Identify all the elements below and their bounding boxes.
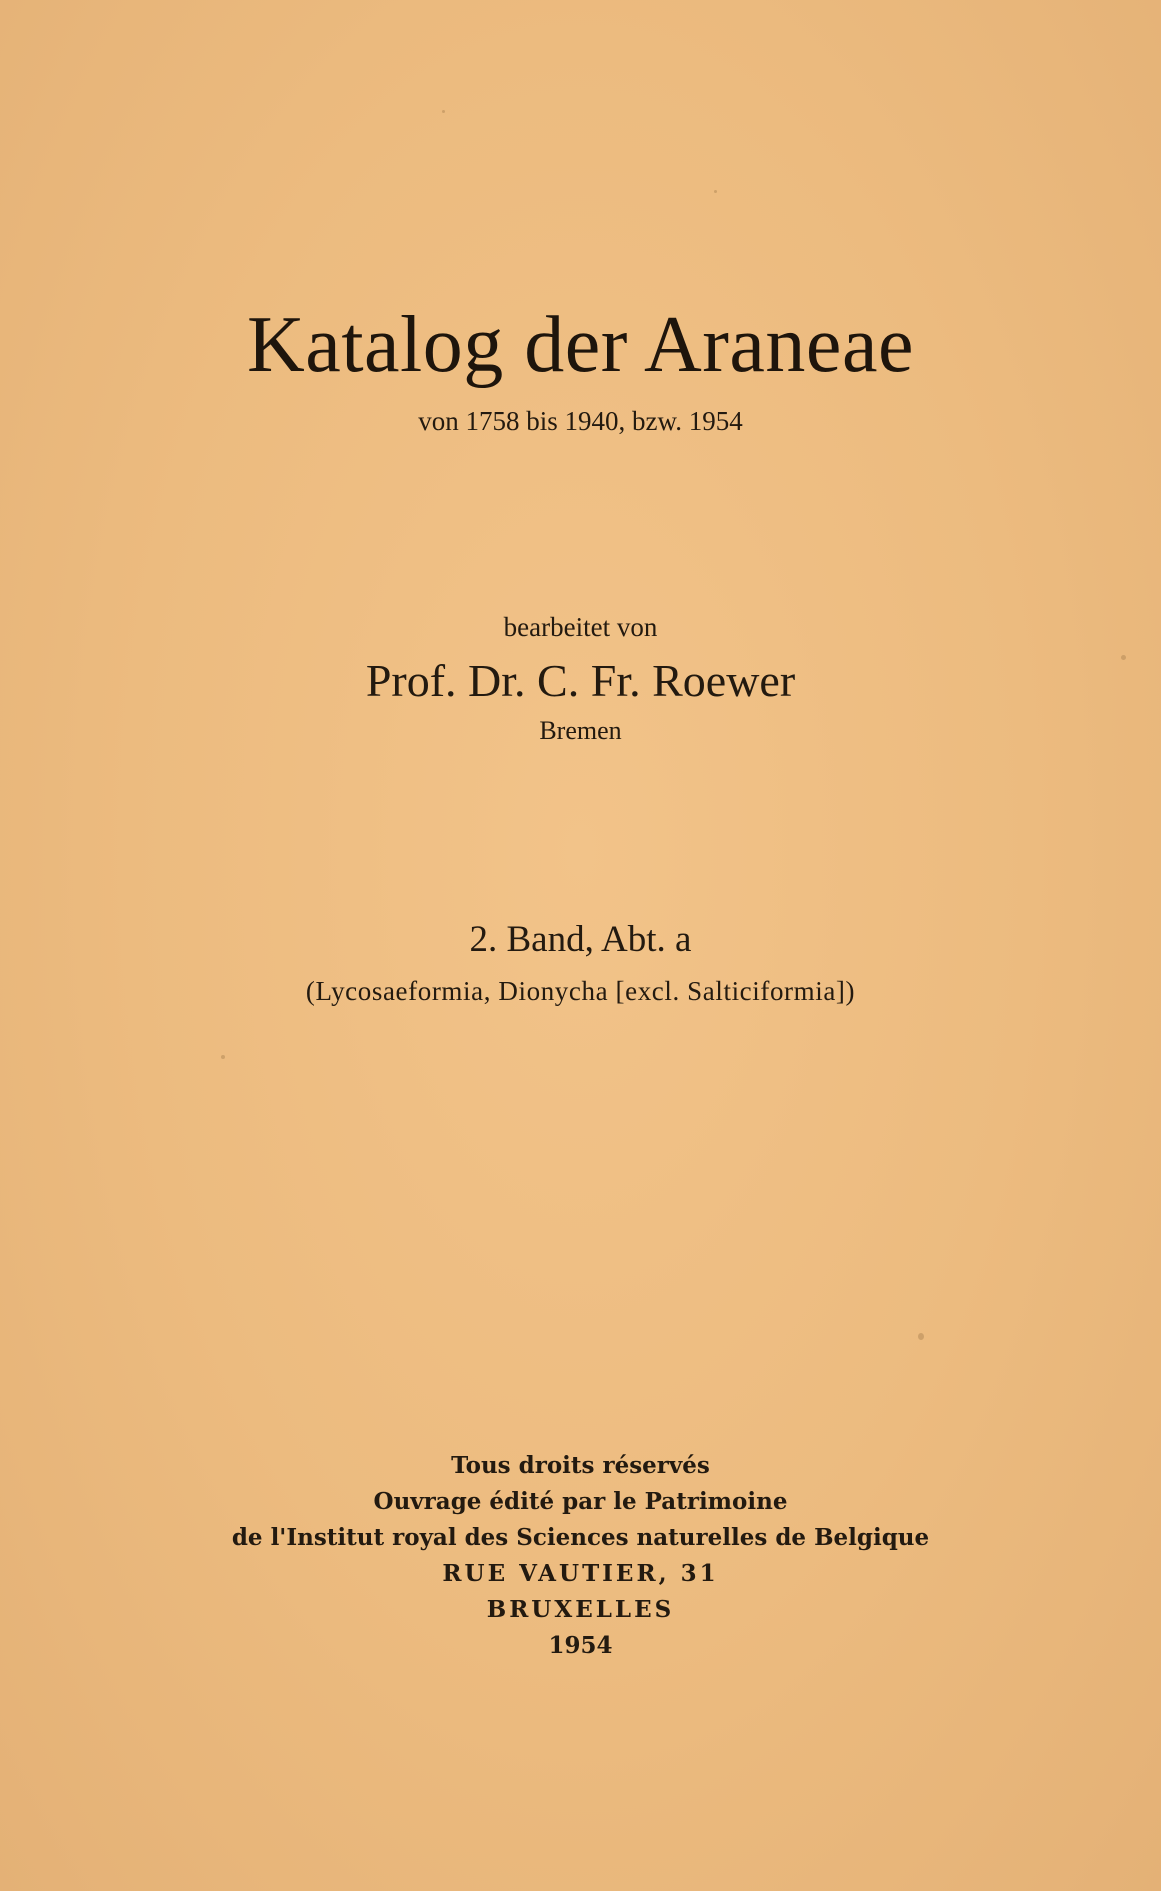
paper-speck xyxy=(221,1055,225,1059)
publisher-city: BRUXELLES xyxy=(486,1596,675,1623)
author-name: Prof. Dr. C. Fr. Roewer xyxy=(365,655,796,706)
paper-speck xyxy=(918,1333,924,1340)
byline: bearbeitet von xyxy=(503,612,658,642)
institute-line: de l'Institut royal des Sciences naturelles de Belgique xyxy=(231,1524,930,1551)
author-city: Bremen xyxy=(539,716,622,745)
paper-speck xyxy=(714,190,717,193)
volume-subtitle: (Lycosaeformia, Dionycha [excl. Salticiformia]) xyxy=(305,976,856,1006)
book-title: Katalog der Araneae xyxy=(247,301,914,389)
publication-year: 1954 xyxy=(548,1632,613,1659)
paper-speck xyxy=(442,110,445,113)
publisher-street: RUE VAUTIER, 31 xyxy=(442,1560,719,1587)
date-range: von 1758 bis 1940, bzw. 1954 xyxy=(418,406,743,436)
rights-notice: Tous droits réservés xyxy=(451,1452,710,1479)
publisher-line: Ouvrage édité par le Patrimoine xyxy=(373,1488,788,1515)
volume-label: 2. Band, Abt. a xyxy=(469,919,692,960)
